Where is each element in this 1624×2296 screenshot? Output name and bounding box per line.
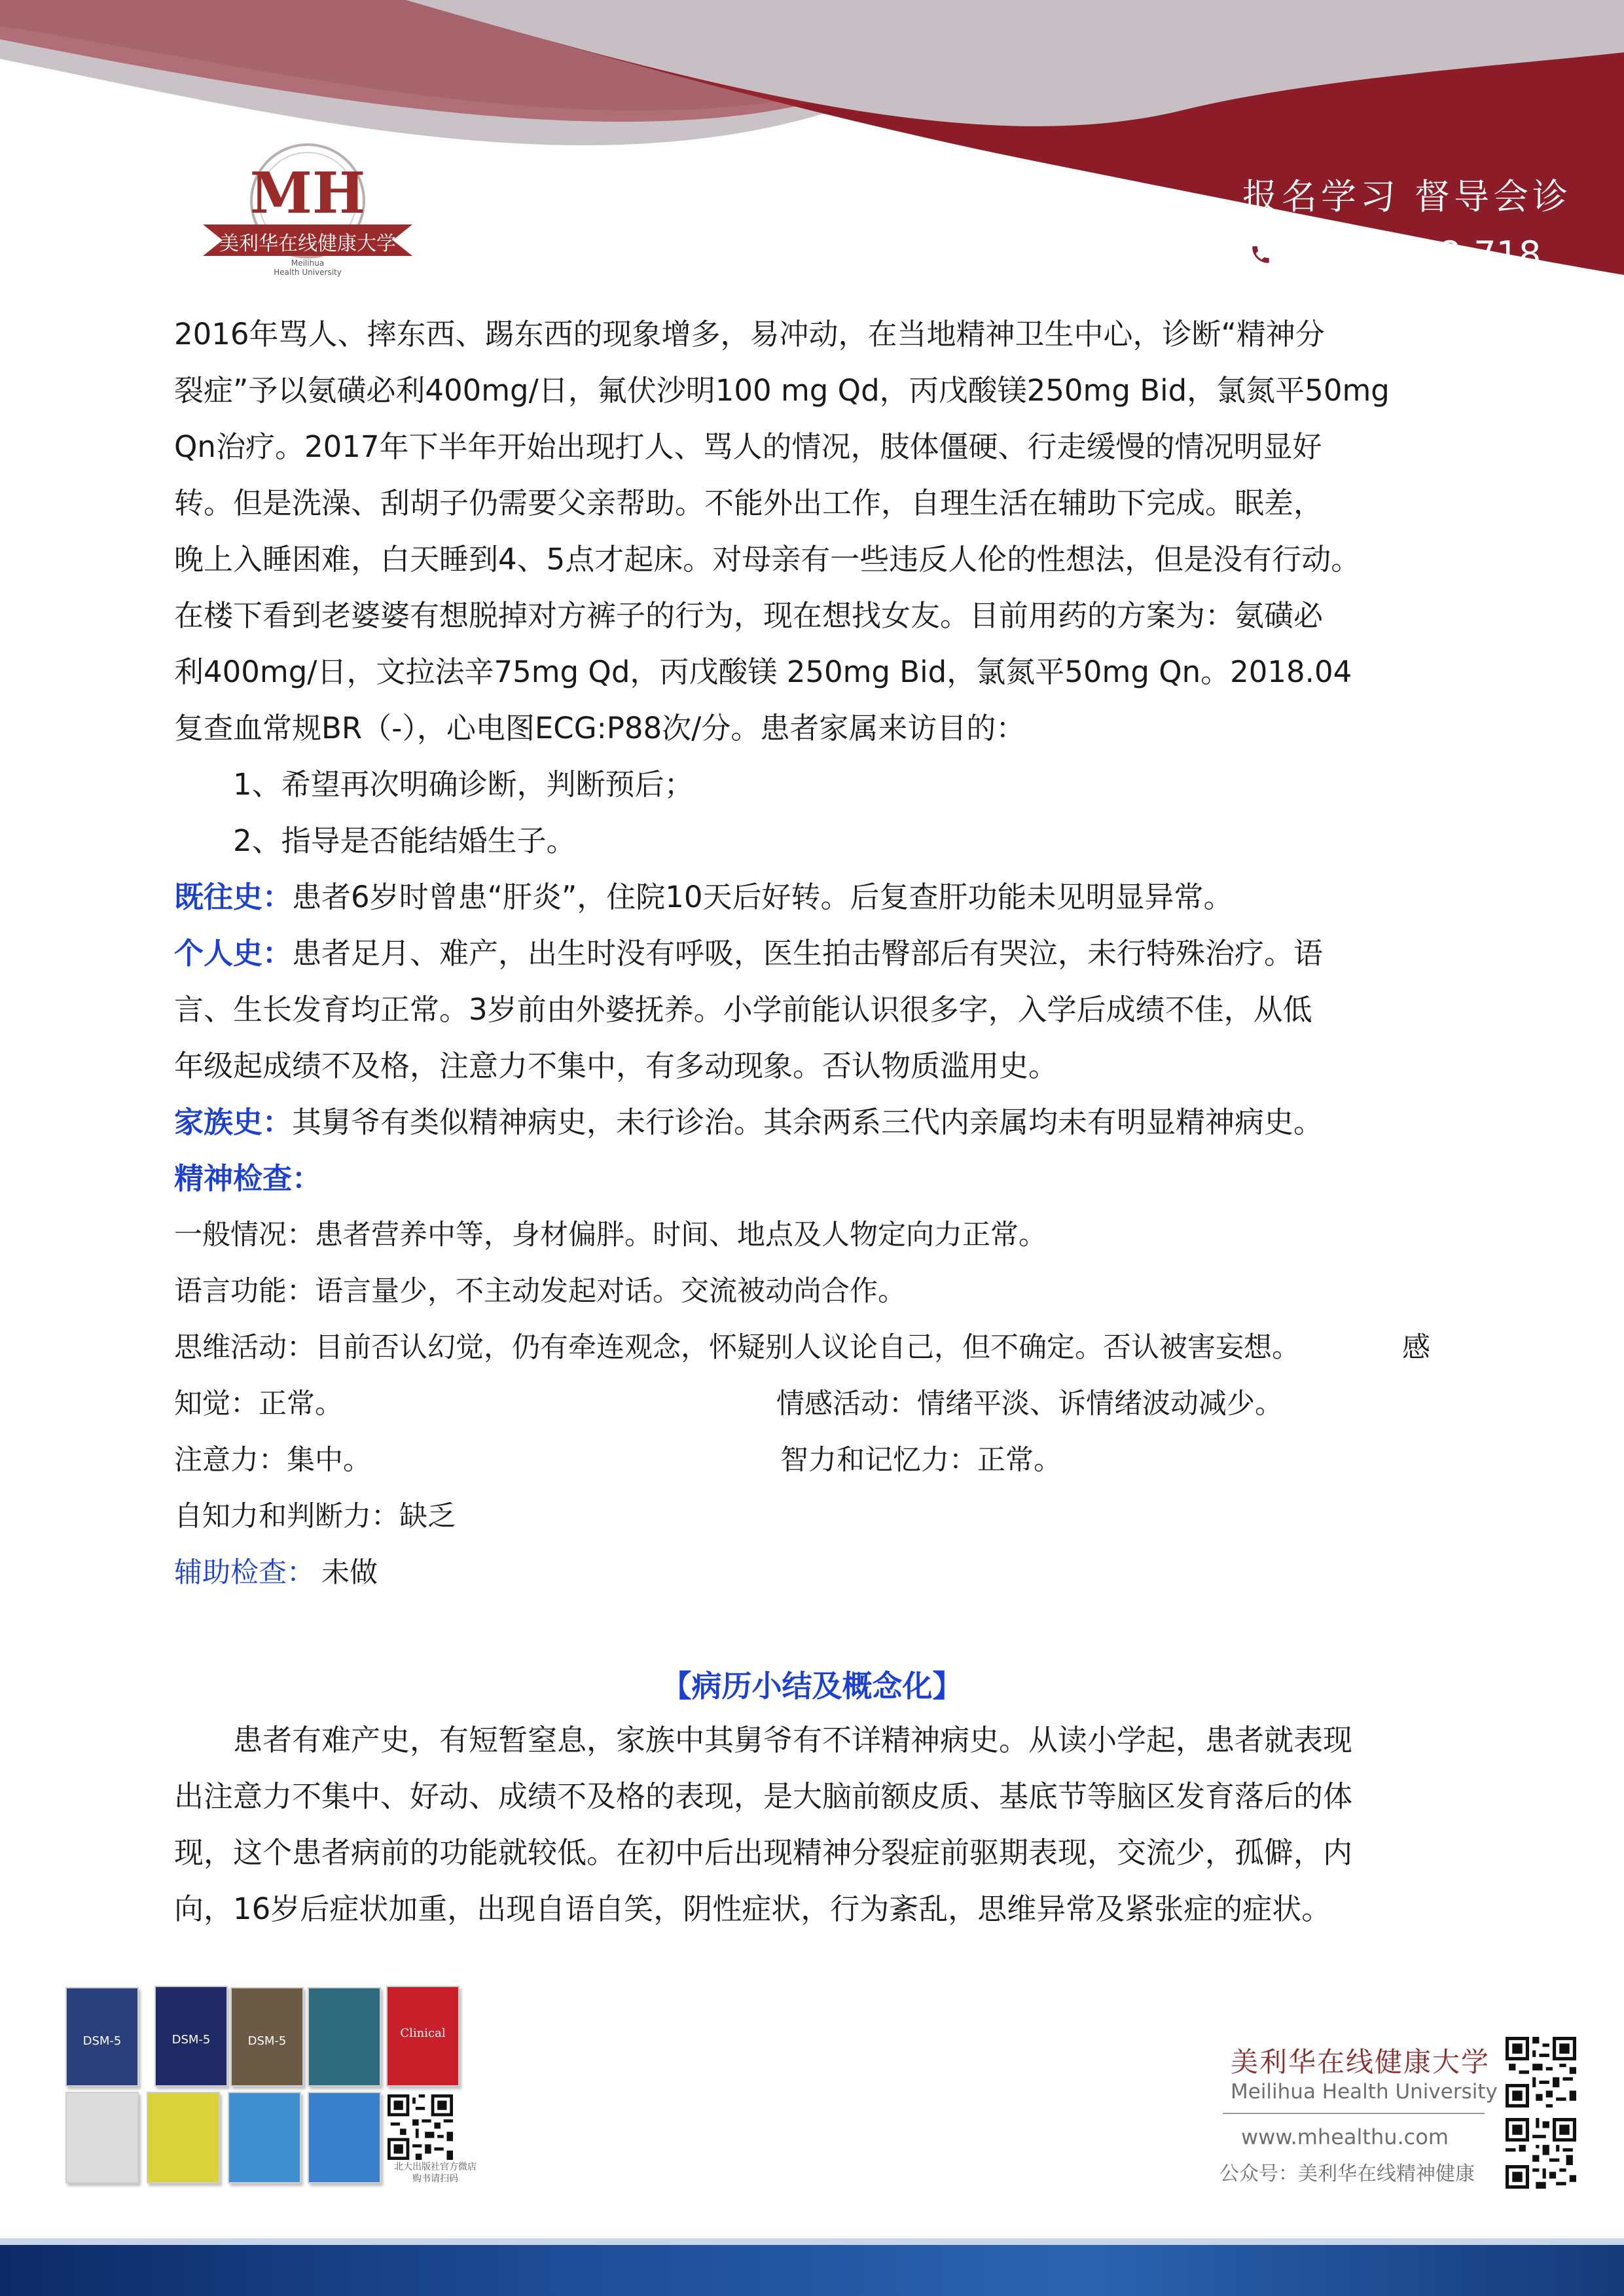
past-history-text: 患者6岁时曾患“肝炎”，住院10天后好转。后复查肝功能未见明显异常。 [292, 880, 1233, 914]
aux-exam-label: 辅助检查： [174, 1556, 315, 1589]
footer-brand-cn: 美利华在线健康大学 [1231, 2046, 1490, 2078]
shop-qr-code[interactable] [388, 2094, 453, 2160]
footer-brand-en: Meilihua Health University [1231, 2080, 1498, 2104]
summary-line: 向，16岁后症状加重，出现自语自笑，阴性症状，行为紊乱，思维异常及紧张症的症状。 [174, 1892, 1331, 1926]
header-contact [1242, 169, 1572, 275]
book-cover [308, 1987, 381, 2087]
book-cover: DSM-5 [65, 1987, 139, 2087]
summary-line: 现，这个患者病前的功能就较低。在初中后出现精神分裂症前驱期表现，交流少，孤僻，内 [174, 1835, 1353, 1870]
book-cover [228, 2092, 301, 2183]
website-qr-code[interactable] [1506, 2037, 1576, 2108]
summary-section [174, 1712, 1451, 1937]
family-history-text: 其舅爷有类似精神病史，未行诊治。其余两系三代内亲属均未有明显精神病史。 [292, 1105, 1324, 1139]
exam-general-text: 患者营养中等，身材偏胖。时间、地点及人物定向力正常。 [315, 1219, 1047, 1251]
book-cover [65, 2092, 139, 2183]
family-history-label: 家族史： [174, 1105, 293, 1139]
history-line: 裂症”予以氨磺必利400mg/日，氟伏沙明100 mg Qd，丙戊酸镁250mg Bid，氯氮平50mg [174, 373, 1390, 408]
shop-note [386, 2161, 484, 2185]
logo-en-line2: Health University [274, 268, 342, 277]
exam-intellect-label: 智力和记忆力： [780, 1444, 977, 1477]
exam-attention-label: 注意力： [174, 1444, 287, 1477]
header-phone-number: 4000-218-718 [1290, 234, 1542, 275]
exam-general [174, 1207, 1451, 1263]
footer-band [0, 2238, 1624, 2296]
book-cover [147, 2092, 220, 2183]
footer-divider [1223, 2113, 1485, 2114]
logo-cn-name: 美利华在线健康大学 [219, 232, 396, 255]
exam-thinking-text: 目前否认幻觉，仍有牵连观念，怀疑别人议论自己，但不确定。否认被害妄想。 [315, 1331, 1300, 1364]
exam-thinking-label: 思维活动： [174, 1331, 315, 1364]
wechat-qr-code[interactable] [1506, 2118, 1576, 2189]
exam-insight-label: 自知力和判断力： [174, 1500, 399, 1533]
shop-note-line1: 北大出版社官方微店 [394, 2162, 477, 2172]
footer-website-link[interactable]: www.mhealthu.com [1241, 2125, 1449, 2149]
aux-exam [174, 1545, 1451, 1601]
history-section [174, 306, 1451, 1601]
book-cover [308, 2092, 381, 2183]
aux-exam-text: 未做 [321, 1556, 378, 1589]
personal-history-line: 言、生长发育均正常。3岁前由外婆抚养。小学前能认识很多字，入学后成绩不佳，从低 [174, 992, 1312, 1027]
exam-language [174, 1263, 1451, 1319]
history-line: 转。但是洗澡、刮胡子仍需要父亲帮助。不能外出工作，自理生活在辅助下完成。眠差， [174, 486, 1324, 520]
header-slogan: 报名学习 督导会诊 [1242, 176, 1572, 217]
shop-note-line2: 购书请扫码 [412, 2174, 458, 2184]
book-cover: DSM-5 [230, 1987, 304, 2087]
history-line: 在楼下看到老婆婆有想脱掉对方裤子的行为，现在想找女友。目前用药的方案为：氨磺必 [174, 598, 1324, 633]
personal-history-label: 个人史： [174, 936, 293, 971]
family-history [174, 1094, 1451, 1151]
exam-thinking [174, 1319, 1451, 1376]
exam-perception-label-a: 感 [1402, 1331, 1430, 1364]
exam-insight-text: 缺乏 [399, 1500, 456, 1533]
history-line: 利400mg/日，文拉法辛75mg Qd，丙戊酸镁 250mg Bid，氯氮平50mg Qn。2018.04 [174, 655, 1352, 689]
exam-perception-text: 正常。 [259, 1388, 343, 1420]
exam-perception-emotion [174, 1376, 1451, 1432]
exam-language-label: 语言功能： [174, 1275, 315, 1308]
history-line: Qn治疗。2017年下半年开始出现打人、骂人的情况，肢体僵硬、行走缓慢的情况明显好 [174, 429, 1322, 464]
personal-history-text: 患者足月、难产，出生时没有呼吸，医生拍击臀部后有哭泣，未行特殊治疗。语 [292, 936, 1324, 971]
exam-intellect-text: 正常。 [977, 1444, 1062, 1477]
history-line: 复查血常规BR（-），心电图ECG:P88次/分。患者家属来访目的： [174, 711, 1026, 745]
exam-general-label: 一般情况： [174, 1219, 315, 1251]
footer-band-stripe [0, 2238, 1624, 2245]
footer-wechat: 公众号：美利华在线精神健康 [1219, 2162, 1475, 2185]
exam-insight [174, 1488, 1451, 1545]
exam-perception-label-b: 知觉： [174, 1388, 259, 1420]
exam-language-text: 语言量少，不主动发起对话。交流被动尚合作。 [315, 1275, 906, 1308]
mental-exam-heading: 精神检查： [174, 1161, 322, 1196]
logo-letters: MH [249, 160, 366, 226]
summary-title: 【病历小结及概念化】 [661, 1668, 963, 1704]
personal-history-line: 年级起成绩不及格，注意力不集中，有多动现象。否认物质滥用史。 [174, 1049, 1058, 1083]
mh-logo [196, 141, 419, 278]
book-cover: Clinical [386, 1986, 460, 2087]
exam-attention-intellect [174, 1432, 1451, 1488]
exam-intellect [780, 1432, 1062, 1488]
summary-line: 患者有难产史，有短暂窒息，家族中其舅爷有不详精神病史。从读小学起，患者就表现 [233, 1723, 1353, 1757]
visit-goal-item: 2、指导是否能结婚生子。 [233, 823, 576, 858]
book-cover: DSM-5 [154, 1986, 228, 2087]
past-history [174, 869, 1451, 925]
exam-emotion-text: 情绪平淡、诉情绪波动减少。 [917, 1388, 1283, 1420]
history-line: 2016年骂人、摔东西、踢东西的现象增多，易冲动，在当地精神卫生中心，诊断“精神分 [174, 317, 1325, 351]
exam-attention-text: 集中。 [287, 1444, 371, 1477]
past-history-label: 既往史： [174, 880, 293, 914]
exam-emotion [776, 1376, 1283, 1432]
history-line: 晚上入睡困难，白天睡到4、5点才起床。对母亲有一些违反人伦的性想法，但是没有行动。 [174, 542, 1361, 577]
header-phone-row [1242, 234, 1572, 275]
visit-goal-item: 1、希望再次明确诊断，判断预后； [233, 767, 694, 802]
personal-history [174, 925, 1451, 982]
phone-icon [1242, 236, 1279, 273]
summary-line: 出注意力不集中、好动、成绩不及格的表现，是大脑前额皮质、基底节等脑区发育落后的体 [174, 1779, 1353, 1814]
logo-en-line1: Meilihua [291, 259, 325, 268]
exam-emotion-label: 情感活动： [776, 1388, 917, 1420]
